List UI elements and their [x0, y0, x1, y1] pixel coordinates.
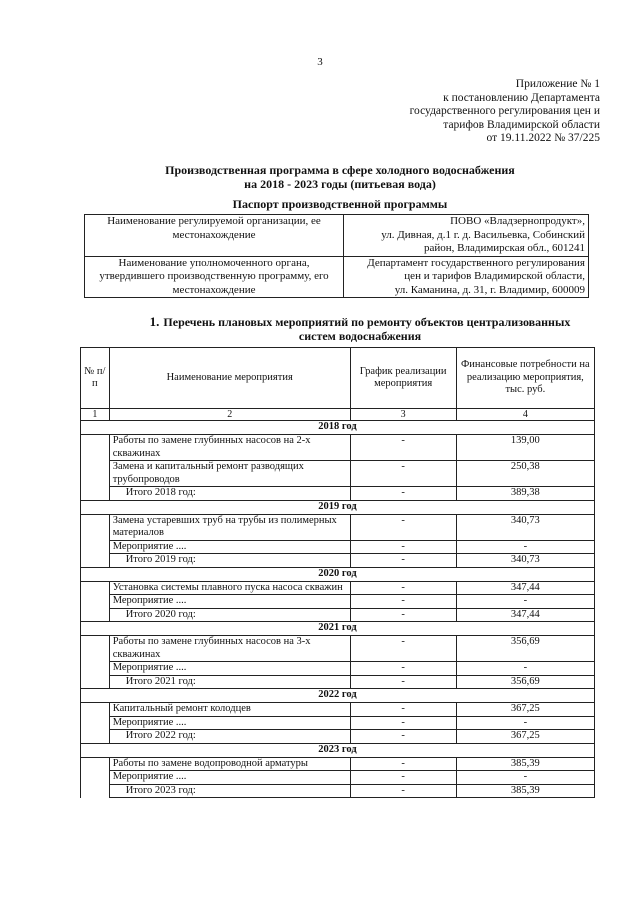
total-row	[81, 554, 595, 568]
appendix-line: Приложение № 1	[515, 78, 600, 90]
measure-row	[81, 595, 595, 609]
measure-row	[81, 540, 595, 554]
row-number	[81, 595, 110, 609]
measure-amount: -	[456, 662, 594, 676]
measure-schedule: -	[350, 435, 456, 461]
total-schedule: -	[350, 608, 456, 622]
total-name: Итого 2021 год:	[109, 675, 350, 689]
row-number	[81, 675, 110, 689]
measure-row	[81, 435, 595, 461]
year-heading: 2022 год	[81, 689, 595, 703]
measure-schedule: -	[350, 703, 456, 717]
measure-name: Мероприятие ....	[109, 595, 350, 609]
total-name: Итого 2019 год:	[109, 554, 350, 568]
row-number	[81, 461, 110, 487]
total-row	[81, 784, 595, 798]
passport-row	[85, 215, 589, 257]
header-financing: Финансовые потребности на реализацию мероприятия, тыс. руб.	[456, 348, 594, 409]
total-schedule: -	[350, 487, 456, 501]
measures-section-title-line	[120, 315, 600, 329]
measures-table	[80, 347, 595, 798]
year-row	[81, 689, 595, 703]
measure-row	[81, 461, 595, 487]
measure-name: Мероприятие ....	[109, 771, 350, 785]
column-index: 1	[81, 409, 110, 421]
row-number	[81, 581, 110, 595]
total-schedule: -	[350, 730, 456, 744]
year-row	[81, 567, 595, 581]
measure-amount: -	[456, 540, 594, 554]
measure-row	[81, 662, 595, 676]
program-title-line: Производственная программа в сфере холодного водоснабжения	[165, 163, 515, 177]
measure-schedule: -	[350, 461, 456, 487]
appendix-line: тарифов Владимирской области	[443, 118, 600, 131]
measure-amount: -	[456, 595, 594, 609]
passport-row	[85, 256, 589, 298]
passport-value-line: ул. Каманина, д. 31, г. Владимир, 600009	[394, 283, 585, 296]
page-number: 3	[317, 56, 323, 68]
passport-value-line: Департамент государственного регулирования	[367, 256, 585, 269]
measure-amount: 250,38	[456, 461, 594, 487]
measure-schedule: -	[350, 757, 456, 771]
measure-amount: 367,25	[456, 703, 594, 717]
passport-table	[84, 214, 589, 298]
passport-title: Паспорт производственной программы	[232, 197, 448, 211]
appendix-line: от 19.11.2022 № 37/225	[486, 132, 600, 144]
section-title-text: Перечень плановых мероприятий по ремонту объектов централизованных	[163, 315, 571, 329]
row-number	[81, 554, 110, 568]
total-amount: 356,69	[456, 675, 594, 689]
row-number	[81, 608, 110, 622]
row-number	[81, 514, 110, 540]
measure-name: Работы по замене глубинных насосов на 2-х скважинах	[109, 435, 350, 461]
row-number	[81, 540, 110, 554]
measure-row	[81, 716, 595, 730]
measure-amount: 385,39	[456, 757, 594, 771]
year-row	[81, 421, 595, 435]
measure-amount: -	[456, 716, 594, 730]
measures-body	[81, 409, 595, 798]
row-number	[81, 784, 110, 798]
measure-schedule: -	[350, 716, 456, 730]
header-name: Наименование мероприятия	[109, 348, 350, 409]
measure-name: Замена устаревших труб на трубы из полимерных материалов	[109, 514, 350, 540]
measure-name: Мероприятие ....	[109, 540, 350, 554]
appendix-line: государственного регулирования цен и	[409, 105, 600, 117]
measure-name: Работы по замене глубинных насосов на 3-х скважинах	[109, 636, 350, 662]
row-number	[81, 636, 110, 662]
total-amount: 385,39	[456, 784, 594, 798]
total-row	[81, 675, 595, 689]
measure-amount: 347,44	[456, 581, 594, 595]
total-row	[81, 608, 595, 622]
row-number	[81, 771, 110, 785]
total-name: Итого 2022 год:	[109, 730, 350, 744]
row-number	[81, 435, 110, 461]
year-row	[81, 622, 595, 636]
measures-header-row	[81, 348, 595, 409]
passport-key: Наименование уполномоченного органа, утвердившего производственную программу, его местонахождение	[85, 256, 344, 298]
column-index: 2	[109, 409, 350, 421]
total-row	[81, 487, 595, 501]
column-index: 3	[350, 409, 456, 421]
measure-name: Мероприятие ....	[109, 662, 350, 676]
header-schedule: График реализации мероприятия	[350, 348, 456, 409]
row-number	[81, 730, 110, 744]
measures-section-title-line: систем водоснабжения	[298, 329, 422, 343]
measure-schedule: -	[350, 540, 456, 554]
year-heading: 2020 год	[81, 567, 595, 581]
total-schedule: -	[350, 675, 456, 689]
measure-schedule: -	[350, 514, 456, 540]
total-amount: 340,73	[456, 554, 594, 568]
measure-schedule: -	[350, 581, 456, 595]
measure-row	[81, 514, 595, 540]
year-heading: 2021 год	[81, 622, 595, 636]
passport-value-line: район, Владимирская обл., 601241	[423, 242, 585, 254]
measure-name: Установка системы плавного пуска насоса скважин	[109, 581, 350, 595]
total-amount: 389,38	[456, 487, 594, 501]
year-heading: 2019 год	[81, 500, 595, 514]
measure-amount: 139,00	[456, 435, 594, 461]
passport-key: Наименование регулируемой организации, ее местонахождение	[85, 215, 344, 257]
section-number: 1.	[149, 314, 160, 329]
total-name: Итого 2020 год:	[109, 608, 350, 622]
measure-schedule: -	[350, 771, 456, 785]
measure-row	[81, 757, 595, 771]
program-title	[0, 163, 640, 191]
measure-row	[81, 636, 595, 662]
measure-name: Работы по замене водопроводной арматуры	[109, 757, 350, 771]
column-index-row	[81, 409, 595, 421]
year-heading: 2018 год	[81, 421, 595, 435]
total-schedule: -	[350, 554, 456, 568]
row-number	[81, 757, 110, 771]
appendix-header	[330, 78, 600, 146]
measure-name: Замена и капитальный ремонт разводящих трубопроводов	[109, 461, 350, 487]
year-row	[81, 743, 595, 757]
passport-value-line: ПОВО «Владзернопродукт»,	[450, 215, 585, 227]
measure-amount: 340,73	[456, 514, 594, 540]
total-name: Итого 2023 год:	[109, 784, 350, 798]
passport-value-line: ул. Дивная, д.1 г. д. Васильевка, Собинский	[381, 228, 585, 241]
measure-name: Мероприятие ....	[109, 716, 350, 730]
total-amount: 347,44	[456, 608, 594, 622]
row-number	[81, 703, 110, 717]
year-heading: 2023 год	[81, 743, 595, 757]
appendix-line: к постановлению Департамента	[443, 91, 600, 104]
measure-amount: -	[456, 771, 594, 785]
header-number: № п/п	[81, 348, 110, 409]
row-number	[81, 662, 110, 676]
measure-row	[81, 771, 595, 785]
passport-value	[344, 215, 589, 257]
passport-value-line: цен и тарифов Владимирской области,	[404, 270, 585, 282]
total-schedule: -	[350, 784, 456, 798]
total-amount: 367,25	[456, 730, 594, 744]
measure-schedule: -	[350, 662, 456, 676]
year-row	[81, 500, 595, 514]
row-number	[81, 487, 110, 501]
program-title-line: на 2018 - 2023 годы (питьевая вода)	[244, 177, 436, 191]
measure-schedule: -	[350, 595, 456, 609]
measures-section-title	[120, 315, 600, 343]
measure-schedule: -	[350, 636, 456, 662]
row-number	[81, 716, 110, 730]
measure-row	[81, 703, 595, 717]
total-row	[81, 730, 595, 744]
passport-value	[344, 256, 589, 298]
measure-row	[81, 581, 595, 595]
column-index: 4	[456, 409, 594, 421]
total-name: Итого 2018 год:	[109, 487, 350, 501]
measure-amount: 356,69	[456, 636, 594, 662]
measure-name: Капитальный ремонт колодцев	[109, 703, 350, 717]
